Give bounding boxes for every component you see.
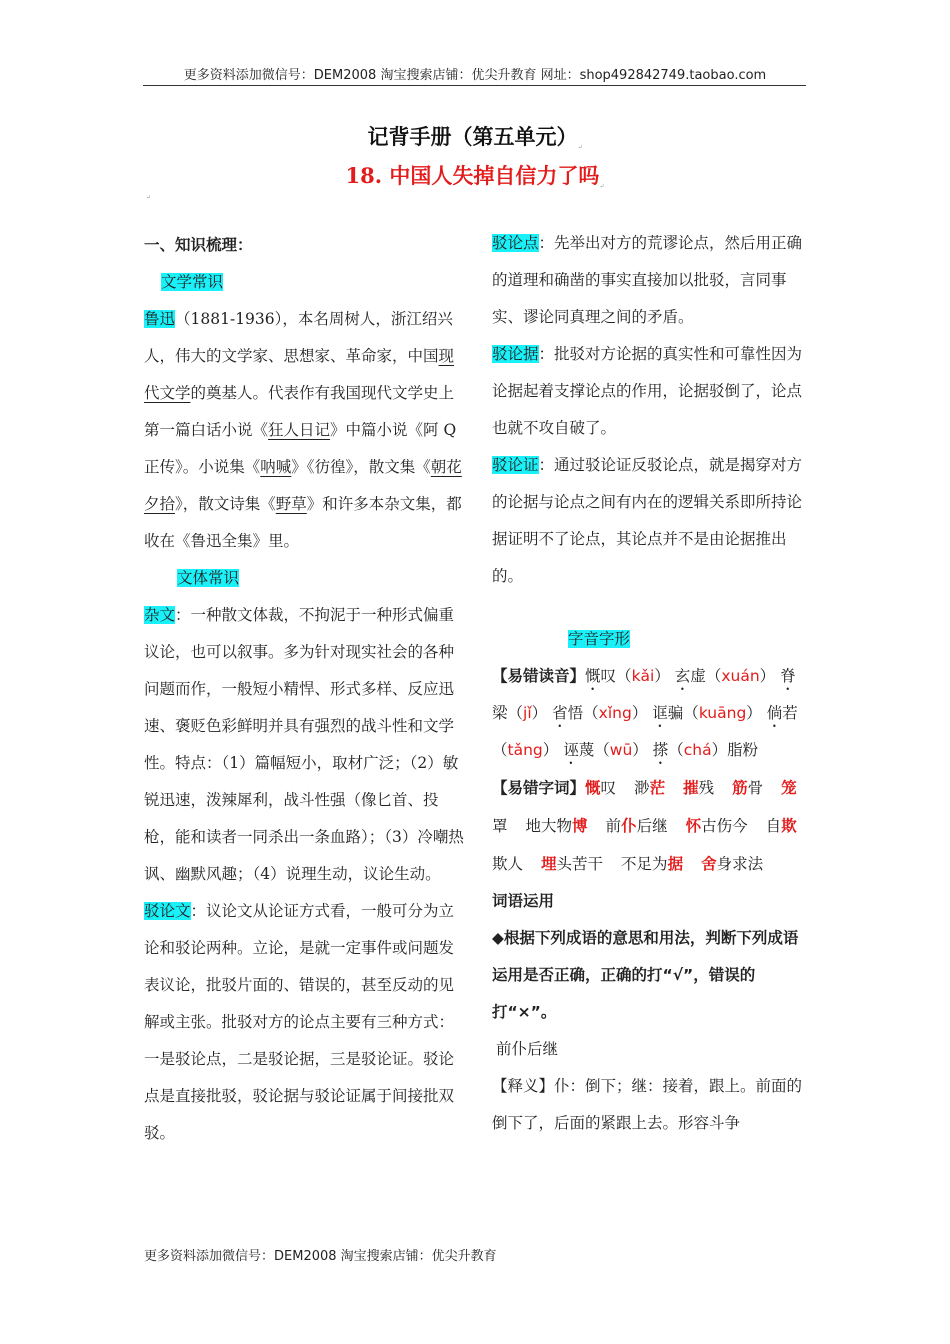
- lesson-title: 18. 中国人失掉自信力了吗↵: [345, 163, 605, 190]
- error-char: 埋: [541, 854, 557, 873]
- pinyin: xuán: [721, 667, 760, 685]
- character-item: 前仆后继: [605, 816, 668, 835]
- error-char: 笼: [781, 778, 797, 797]
- marked-char: 诬: [563, 741, 579, 759]
- pronunciation-item: 脊梁（jǐ）: [492, 667, 796, 722]
- pronunciation-heading: 【易错读音】: [492, 667, 586, 685]
- error-char: 茫: [649, 778, 666, 797]
- work-nahan: 呐喊: [260, 458, 292, 476]
- pronunciation-item: 省悟（xǐng）: [552, 704, 648, 722]
- paragraph-mark: ↵: [146, 194, 152, 201]
- error-char: 舍: [701, 854, 717, 873]
- marked-char: 慨: [585, 667, 601, 685]
- error-char: 筋: [732, 778, 748, 797]
- page-header: 更多资料添加微信号：DEM2008 淘宝搜索店铺：优尖升教育 网址：shop492842749.taobao.com: [183, 68, 767, 83]
- character-item: 自欺欺人: [492, 816, 797, 873]
- marked-char: 诓: [652, 704, 668, 722]
- error-char: 仆: [621, 816, 637, 835]
- bolunju-term: 驳论据: [492, 345, 539, 363]
- literature-label: 文学常识: [161, 273, 224, 291]
- idiom-word: 前仆后继: [496, 1040, 559, 1058]
- left-column: [144, 227, 466, 1152]
- characters-heading: 【易错字词】: [492, 779, 586, 797]
- error-char: 怀: [685, 816, 702, 835]
- marked-char: 省: [552, 704, 568, 722]
- usage-question: ◆根据下列成语的意思和用法，判断下列成语运用是否正确，正确的打“√”，错误的打“×”。: [492, 929, 799, 1021]
- bolunwen-paragraph: 驳论文：议论文从论证方式看，一般可分为立论和驳论两种。立论，是就一定事件或问题发表议论，批驳片面的、错误的，甚至反动的见解或主张。批驳对方的论点主要有三种方式：一是驳论点，二是驳论据，三是驳论证。驳论点是直接批驳，驳论据与驳论证属于间接批双驳。: [144, 902, 455, 1142]
- page-footer: 更多资料添加微信号：DEM2008 淘宝搜索店铺：优尖升教育: [144, 1249, 497, 1264]
- work-yecao: 野草: [275, 495, 307, 513]
- marked-char: 玄: [674, 667, 691, 685]
- zawen-term: 杂文: [144, 606, 176, 624]
- bolundian-paragraph: 驳论点：先举出对方的荒谬论点，然后用正确的道理和确凿的事实直接加以批驳，言同事实、谬论同真理之间的矛盾。: [492, 234, 803, 326]
- bolundian-term: 驳论点: [492, 234, 539, 252]
- character-item: 埋头苦干: [541, 854, 604, 873]
- marked-char: 倘: [766, 704, 783, 722]
- luxun-paragraph: 鲁迅（1881-1936），本名周树人，浙江绍兴人，伟大的文学家、思想家、革命家，中国现代文学的奠基人。代表作有我国现代文学史上第一篇白话小说《狂人日记》中篇小说《阿 Q 正传》。小说集《呐喊》《彷徨》，散文集《朝花夕拾》，散文诗集《野草》和许多本杂文集，都收在《鲁迅全集》里。: [144, 310, 462, 550]
- pinyin: jǐ: [523, 704, 532, 722]
- idiom-explanation: 【释义】仆：倒下；继：接着，跟上。前面的倒下了，后面的紧跟上去。形容斗争: [492, 1077, 803, 1132]
- pronunciation-item: 诬蔑（wū）: [563, 741, 648, 759]
- bolunwen-term: 驳论文: [144, 902, 191, 920]
- character-item: 笼罩: [492, 778, 797, 835]
- handbook-title: 记背手册（第五单元）↵: [367, 124, 583, 151]
- character-item: 慨叹: [585, 778, 617, 797]
- error-char: 欺: [781, 816, 797, 835]
- pronunciation-item: 搽（chá）: [652, 741, 728, 759]
- pronunciation-item: 慨叹（kǎi）: [585, 667, 670, 685]
- work-modern-literature: 现代文学: [144, 347, 455, 402]
- pronunciation-item: 玄虚（xuán）: [674, 667, 776, 685]
- character-item: 舍身求法: [701, 854, 764, 873]
- pinyin: wū: [609, 741, 633, 759]
- pinyin: kǎi: [631, 667, 655, 685]
- pinyin: tǎng: [507, 741, 543, 759]
- character-item: 地大物博: [525, 816, 588, 835]
- character-item: 怀古伤今: [685, 816, 748, 835]
- error-char: 博: [572, 816, 588, 835]
- character-item: 渺茫: [634, 778, 666, 797]
- work-zhaohua: 朝花夕拾: [144, 458, 462, 513]
- genre-label: 文体常识: [177, 569, 240, 587]
- header-divider: [143, 85, 806, 86]
- error-char: 慨: [585, 778, 601, 797]
- pronunciation-label-line: [492, 621, 808, 658]
- character-item: 摧残: [683, 778, 715, 797]
- bolunju-paragraph: 驳论据：批驳对方论据的真实性和可靠性因为论据起着支撑论点的作用，论据驳倒了，论点也就不攻自破了。: [492, 345, 803, 437]
- work-diary: 狂人日记: [268, 421, 331, 439]
- pinyin: chá: [683, 741, 712, 759]
- luxun-name: 鲁迅: [144, 310, 176, 328]
- error-char: 据: [667, 854, 684, 873]
- usage-heading: 词语运用: [492, 892, 555, 910]
- characters-paragraph: [492, 769, 808, 883]
- bolunzheng-paragraph: 驳论证：通过驳论证反驳论点，就是揭穿对方的论据与论点之间有内在的逻辑关系即所持论据证明不了论点，其论点并不是由论据推出的。: [492, 456, 803, 585]
- section-heading: 一、知识梳理：: [144, 236, 253, 254]
- zawen-paragraph: 杂文：一种散文体裁，不拘泥于一种形式偏重议论，也可以叙事。多为针对现实社会的各种问题而作，一般短小精悍、形式多样、反应迅速、褒贬色彩鲜明并具有强烈的战斗性和文学性。特点：（1）篇幅短小，取材广泛；（2）敏锐迅速，泼辣犀利，战斗性强（像匕首、投枪，能和读者一同杀出一条血路）；（3）冷嘲热讽、幽默风趣；（4）说理生动，议论生动。: [144, 606, 464, 883]
- pronunciation-item: 诓骗（kuāng）: [652, 704, 762, 722]
- genre-label-line: [144, 560, 466, 597]
- pinyin: xǐng: [598, 704, 632, 722]
- marked-char: 脊: [780, 667, 796, 685]
- pronunciation-label: 字音字形: [568, 630, 631, 648]
- character-item: 不足为据: [621, 854, 684, 873]
- literature-label-line: [144, 264, 466, 301]
- marked-char: 搽: [652, 741, 669, 759]
- right-column: [492, 225, 808, 1142]
- pronunciation-paragraph: 【易错读音】慨叹（kǎi） 玄虚（xuán） 脊梁（jǐ） 省悟（xǐng） 诓骗（kuāng） 倘若（tǎng） 诬蔑（wū） 搽（chá）脂粉: [492, 667, 798, 759]
- bolunzheng-term: 驳论证: [492, 456, 539, 474]
- error-char: 摧: [683, 778, 699, 797]
- pinyin: kuāng: [698, 704, 747, 722]
- pronunciation-item: 倘若（tǎng）: [492, 704, 798, 759]
- character-item: 筋骨: [732, 778, 764, 797]
